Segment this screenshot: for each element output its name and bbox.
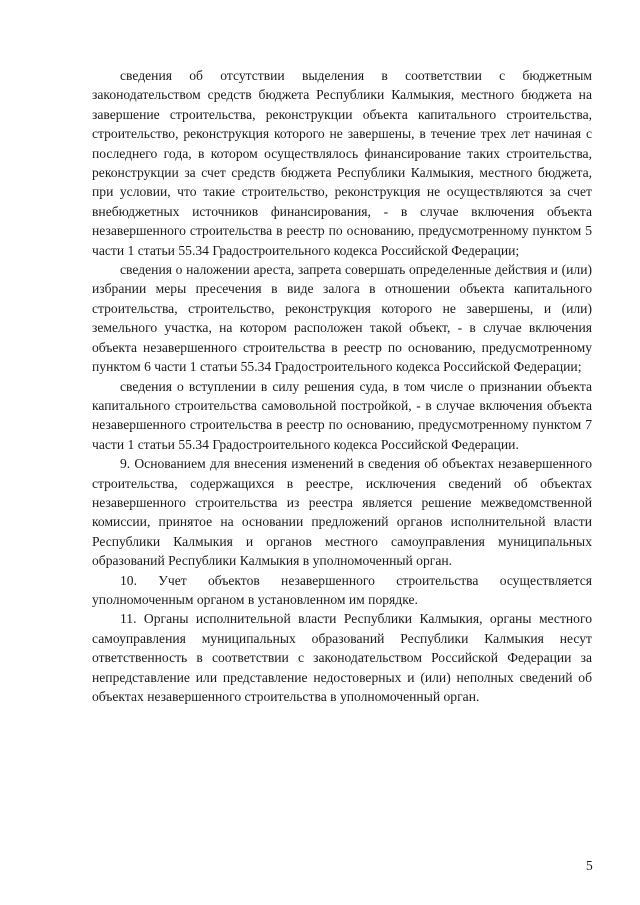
paragraph-item-11: 11. Органы исполнительной власти Республики Калмыкия, органы местного самоуправления муниципальных образований Республики Калмыкия несут ответственность в соответствии с законодательством Российской Федерации за непредставление или представление недостоверных и (или) неполных сведений об объектах незавершенного строительства в уполномоченный орган. <box>92 611 592 704</box>
paragraph: сведения об отсутствии выделения в соответствии с бюджетным законодательством средств бюджета Республики Калмыкия, местного бюджета на завершение строительства, реконструкции объекта капитального строительства, строительство, реконструкция которого не завершены, в течение трех лет начиная с последнего года, в котором осуществлялось финансирование таких строительства, реконструкции за счет средств бюджета Республики Калмыкия, местного бюджета, при условии, что такие строительство, реконструкция не осуществляются за счет внебюджетных источников финансирования, - в случае включения объекта незавершенного строительства в реестр по основанию, предусмотренному пунктом 5 части 1 статьи 55.34 Градостроительного кодекса Российской Федерации; <box>92 68 592 258</box>
document-body <box>92 66 592 706</box>
paragraph: сведения о наложении ареста, запрета совершать определенные действия и (или) избрании меры пресечения в виде залога в отношении объекта капитального строительства, строительство, реконструкция которого не завершены, и (или) земельного участка, на котором расположен такой объект, - в случае включения объекта незавершенного строительства в реестр по основанию, предусмотренному пунктом 6 части 1 статьи 55.34 Градостроительного кодекса Российской Федерации; <box>92 262 592 375</box>
page-number: 5 <box>586 858 593 873</box>
paragraph-item-9: 9. Основанием для внесения изменений в сведения об объектах незавершенного строительства, содержащихся в реестре, исключения сведений об объектах незавершенного строительства из реестра является решение межведомственной комиссии, принятое на основании предложений органов исполнительной власти Республики Калмыкия и органов местного самоуправления муниципальных образований Республики Калмыкия в уполномоченный орган. <box>92 456 592 569</box>
paragraph: сведения о вступлении в силу решения суда, в том числе о признании объекта капитального строительства самовольной постройкой, - в случае включения объекта незавершенного строительства в реестр по основанию, предусмотренному пунктом 7 части 1 статьи 55.34 Градостроительного кодекса Российской Федерации. <box>92 378 592 452</box>
paragraph-item-10: 10. Учет объектов незавершенного строительства осуществляется уполномоченным органом в установленном им порядке. <box>92 572 592 607</box>
